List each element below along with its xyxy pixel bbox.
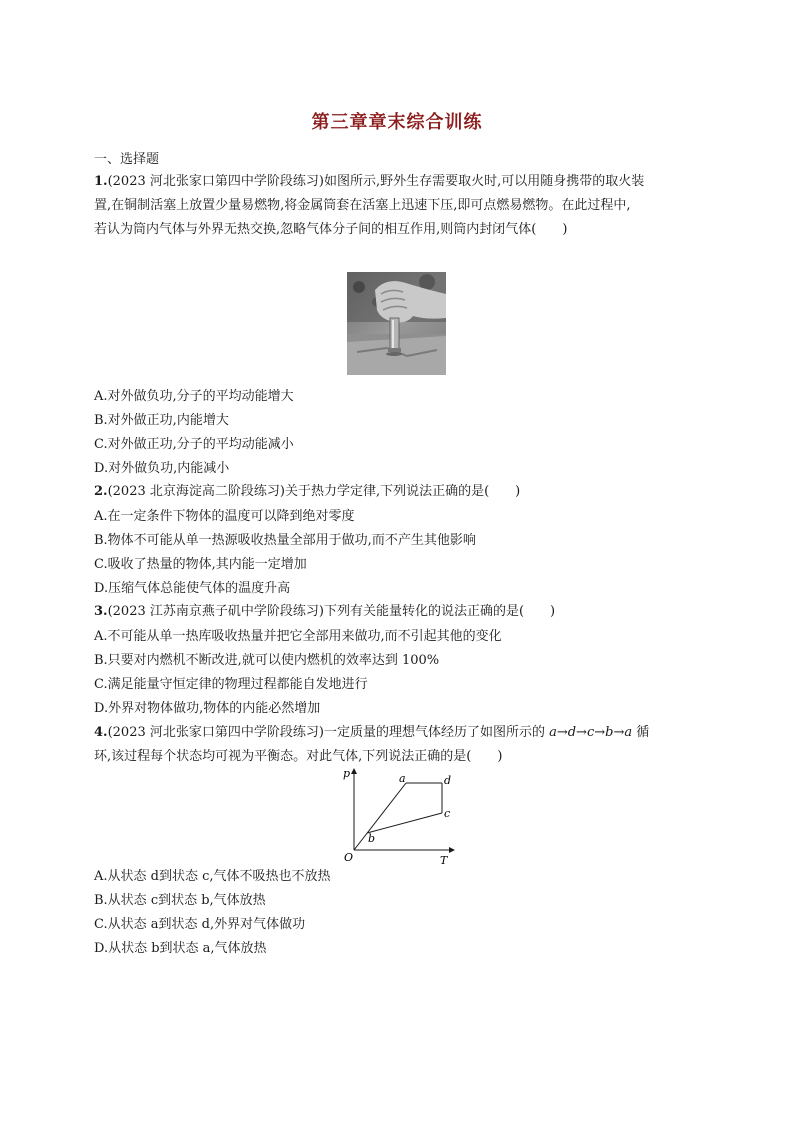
question-2-option-b: B.物体不可能从单一热源吸收热量全部用于做功,而不产生其他影响 [94, 533, 476, 548]
question-4-option-c: C.从状态 a到状态 d,外界对气体做功 [94, 917, 306, 932]
question-1-option-b: B.对外做正功,内能增大 [94, 413, 229, 428]
question-2-number: 2. [94, 484, 108, 499]
question-4-option-a: A.从状态 d到状态 c,气体不吸热也不放热 [94, 869, 331, 884]
question-4-option-d: D.从状态 b到状态 a,气体放热 [94, 941, 267, 956]
question-2-option-d: D.压缩气体总能使气体的温度升高 [94, 581, 291, 596]
question-2-text: (2023 北京海淀高二阶段练习)关于热力学定律,下列说法正确的是( ) [107, 484, 521, 499]
question-3-number: 3. [94, 604, 108, 619]
question-3-option-a: A.不可能从单一热库吸收热量并把它全部用来做功,而不引起其他的变化 [94, 629, 502, 644]
p-t-graph [336, 765, 460, 865]
question-1-option-a: A.对外做负功,分子的平均动能增大 [94, 389, 294, 404]
question-3-option-c: C.满足能量守恒定律的物理过程都能自发地进行 [94, 677, 368, 692]
point-label-b: b [368, 832, 376, 845]
question-4-line-2: 环,该过程每个状态均可视为平衡态。对此气体,下列说法正确的是( ) [94, 749, 503, 764]
origin-label: O [344, 851, 354, 864]
point-label-d: d [444, 774, 452, 787]
question-4-number: 4. [94, 725, 108, 740]
section-heading: 一、选择题 [94, 152, 160, 167]
question-1 [94, 170, 706, 242]
question-2-option-a: A.在一定条件下物体的温度可以降到绝对零度 [94, 509, 355, 524]
axis-label-p: p [343, 767, 351, 780]
question-1-line-2: 置,在铜制活塞上放置少量易燃物,将金属筒套在活塞上迅速下压,即可点燃易燃物。在此过程中, [94, 198, 631, 213]
question-1-number: 1. [94, 174, 108, 189]
question-2 [94, 480, 706, 504]
segment-b-c [367, 813, 442, 833]
point-label-a: a [399, 772, 406, 785]
line-through-origin [354, 783, 406, 850]
cycle-sequence: a→d→c→b→a [549, 725, 633, 740]
question-3-option-b: B.只要对内燃机不断改进,就可以使内燃机的效率达到 100% [94, 653, 440, 668]
question-2-option-c: C.吸收了热量的物体,其内能一定增加 [94, 557, 307, 572]
question-1-option-c: C.对外做正功,分子的平均动能减小 [94, 437, 294, 452]
question-1-line-3: 若认为筒内气体与外界无热交换,忽略气体分子间的相互作用,则筒内封闭气体( ) [94, 222, 568, 237]
question-3-text: (2023 江苏南京燕子矶中学阶段练习)下列有关能量转化的说法正确的是( ) [107, 604, 556, 619]
question-3 [94, 600, 706, 624]
question-1-line-1: 1.(2023 河北张家口第四中学阶段练习)如图所示,野外生存需要取火时,可以用随身携带的取火装 [94, 174, 645, 189]
question-4 [94, 721, 706, 769]
axis-label-t: T [440, 854, 448, 865]
question-3-option-d: D.外界对物体做功,物体的内能必然增加 [94, 701, 321, 716]
question-4-line-1: 4.(2023 河北张家口第四中学阶段练习)一定质量的理想气体经历了如图所示的 a→d→c→b→a 循 [94, 725, 650, 740]
question-4-option-b: B.从状态 c到状态 b,气体放热 [94, 893, 266, 908]
fire-piston-photo [347, 272, 446, 375]
page-title: 第三章章末综合训练 [311, 112, 483, 133]
question-1-option-d: D.对外做负功,内能减小 [94, 461, 230, 476]
point-label-c: c [444, 807, 451, 820]
